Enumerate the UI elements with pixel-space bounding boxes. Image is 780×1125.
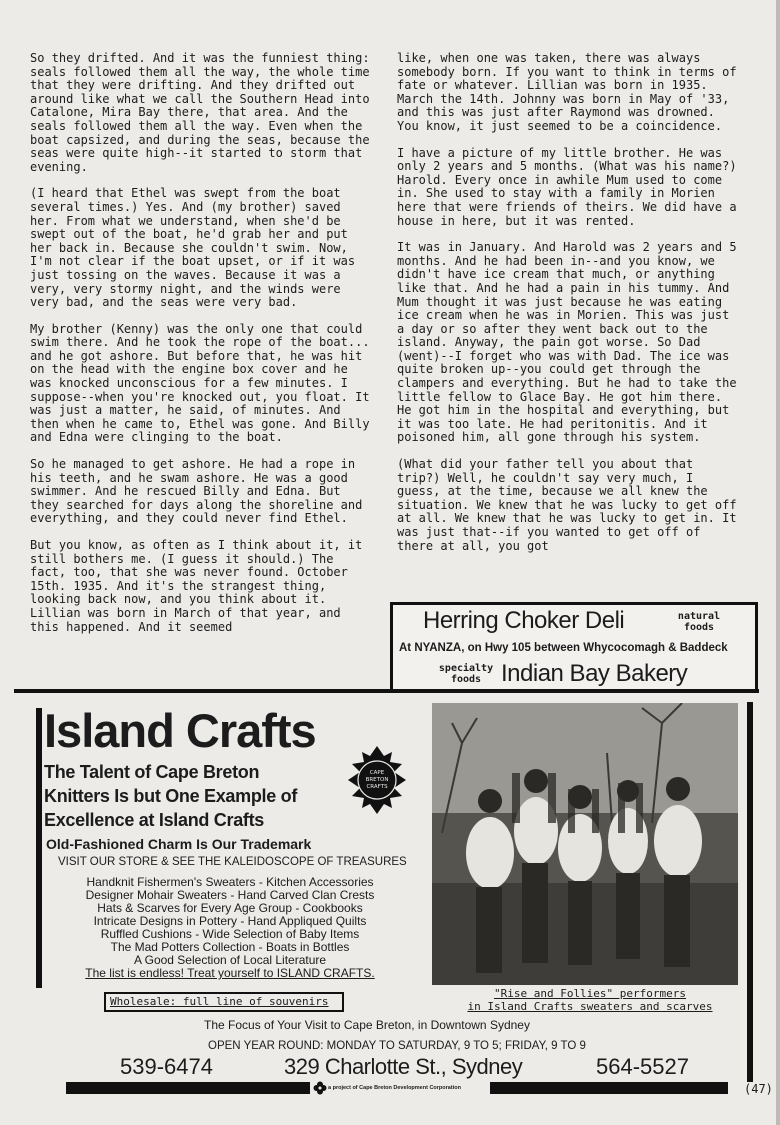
ad-border-left: [36, 708, 42, 988]
phone-number: 564-5527: [596, 1054, 689, 1079]
ad-trademark: Old-Fashioned Charm Is Our Trademark: [46, 836, 312, 852]
ad-item: The list is endless! Treat yourself to ISLAND CRAFTS.: [85, 966, 375, 980]
logo-text: CAPE: [369, 770, 385, 776]
bakery-name: Indian Bay Bakery: [501, 660, 688, 687]
ad-hours: OPEN YEAR ROUND: MONDAY TO SATURDAY, 9 TO 5; FRIDAY, 9 TO 9: [208, 1040, 586, 1052]
ad-item: Intricate Designs in Pottery - Hand Appliqued Quilts: [93, 914, 367, 928]
article-paragraph: So he managed to get ashore. He had a rope in his teeth, and he swam ashore. He was a good swimmer. And he rescued Billy and Edna. But they searched for days along the shoreline and everything, and they could never find Ethel.: [30, 457, 363, 526]
article-column-right: [397, 52, 739, 566]
ad-title: Island Crafts: [44, 704, 316, 757]
article-paragraph: My brother (Kenny) was the only one that could swim there. And he took the rope of the boat... and he got ashore. But before that, he was hit on the head with the engine box cover and he was knocked unconscious for a few minutes. I suppose--when you're knocked out, you float. It was just a matter, he said, of minutes. And then when he came to, Ethel was gone. And Billy and Edna were clinging to the boat.: [30, 321, 370, 445]
caption-line: in Island Crafts sweaters and scarves: [467, 999, 713, 1013]
article-column-left: [30, 52, 374, 647]
ad-item: Ruffled Cushions - Wide Selection of Baby Items: [100, 927, 360, 941]
ad-item: Handknit Fishermen's Sweaters - Kitchen Accessories: [86, 875, 374, 889]
photo-caption: [440, 988, 740, 1013]
wholesale-text: Wholesale: full line of souvenirs: [110, 995, 329, 1008]
wholesale-box: [104, 992, 344, 1012]
article-paragraph: like, when one was taken, there was always somebody born. If you want to think in terms of fate or whatever. Lillian was born in 1935. March the 14th. Johnny was born in May of '33, and this was just after Raymond was drowned. You know, it just seemed to be a coincidence.: [397, 51, 737, 133]
article-paragraph: I have a picture of my little brother. He was only 2 years and 5 months. (What was his name?) Harold. Every once in awhile Mum used to come in. She used to stay with a family in Morien here that were friends of theirs. We did have a house in here, but it was rented.: [397, 145, 737, 228]
ad-item: A Good Selection of Local Literature: [133, 953, 327, 967]
footer-bar-right: [490, 1082, 728, 1094]
logo-text: BRETON: [365, 777, 389, 783]
deli-natural-foods: natural foods: [677, 611, 721, 633]
article-paragraph: It was in January. And Harold was 2 years and 5 months. And he had been in--and you know, we didn't have ice cream that much, or anything like that. And he had a pain in his tummy. And Mum thought it was just because he was eating ice cream when he was in Morien. This was just a day or so after they went back out to the island. Anyway, the pain got worse. So Dad (went)--I forget who was with Dad. The ice was quite broken up--you could get through the clampers and everything. But he had to take the little fellow to Glace Bay. He got him there. He got him in the hospital and everything, but it was too late. He had peritonitis. And it poisoned him, all gone through his system.: [397, 240, 737, 445]
performers-photo: [432, 703, 738, 985]
logo-text: CRAFTS: [366, 784, 388, 790]
ad-tagline-line: Knitters Is but One Example of: [44, 786, 298, 806]
deli-ad: [390, 602, 758, 692]
ad-visit-line: VISIT OUR STORE & SEE THE KALEIDOSCOPE OF TREASURES: [58, 856, 407, 868]
ad-item-list: [44, 876, 416, 980]
project-credit: a project of Cape Breton Development Corporation: [328, 1085, 461, 1091]
article-paragraph: So they drifted. And it was the funniest thing: seals followed them all the way, the whole time that they were drifting. And they drifted out around like what we call the Southern Head into Catalone, Mira Bay there, that area. And the seals followed them all the way. Even when the boat capsized, and during the seas, because the seas were quite high--it started to storm that evening.: [30, 51, 370, 174]
section-divider: [14, 689, 759, 693]
store-address: 329 Charlotte St., Sydney: [284, 1054, 523, 1079]
deli-specialty-foods: specialty foods: [438, 663, 494, 685]
ad-item: Designer Mohair Sweaters - Hand Carved Clan Crests: [85, 888, 375, 902]
caption-line: "Rise and Follies" performers: [493, 987, 687, 1000]
article-paragraph: But you know, as often as I think about it, it still bothers me. (I guess it should.) The fact, too, that she was never found. October 15th. 1935. And it's the strangest thing, looking back now, and you think about it. Lillian was born in March of that year, and this happened. And it seemed: [30, 538, 363, 634]
phone-number: 539-6474: [120, 1054, 213, 1079]
ad-item: Hats & Scarves for Every Age Group - Cookbooks: [97, 901, 363, 915]
article-paragraph: (I heard that Ethel was swept from the boat several times.) Yes. And (my brother) saved her. From what we understand, when she'd be swept out of the boat, he'd grab her and put her back in. Because she couldn't swim. Now, I'm not clear if the boat upset, or if it was just tossing on the waves. Because it was a very, very stormy night, and the winds were very bad, and the seas were very bad.: [30, 186, 356, 310]
article-paragraph: (What did your father tell you about that trip?) Well, he couldn't say very much, I guess, at the time, because we all knew the situation. We knew that he was lucky to get off at all. We knew that he was lucky to get in. It was just that--if you wanted to get off of there at all, you got: [397, 457, 737, 553]
footer-bar-left: [66, 1082, 310, 1094]
ad-border-right: [747, 702, 753, 1082]
ad-tagline-line: The Talent of Cape Breton: [44, 762, 260, 782]
deli-location: At NYANZA, on Hwy 105 between Whycocomagh & Baddeck: [399, 642, 728, 654]
page-number: (47): [744, 1082, 773, 1096]
flower-icon: [313, 1081, 327, 1095]
page-edge: [776, 0, 780, 1125]
ad-focus-line: The Focus of Your Visit to Cape Breton, in Downtown Sydney: [204, 1018, 530, 1032]
ad-item: The Mad Potters Collection - Boats in Bottles: [110, 940, 350, 954]
ad-tagline-line: Excellence at Island Crafts: [44, 810, 265, 830]
cape-breton-crafts-logo: [336, 744, 418, 816]
deli-name: Herring Choker Deli: [423, 607, 625, 634]
